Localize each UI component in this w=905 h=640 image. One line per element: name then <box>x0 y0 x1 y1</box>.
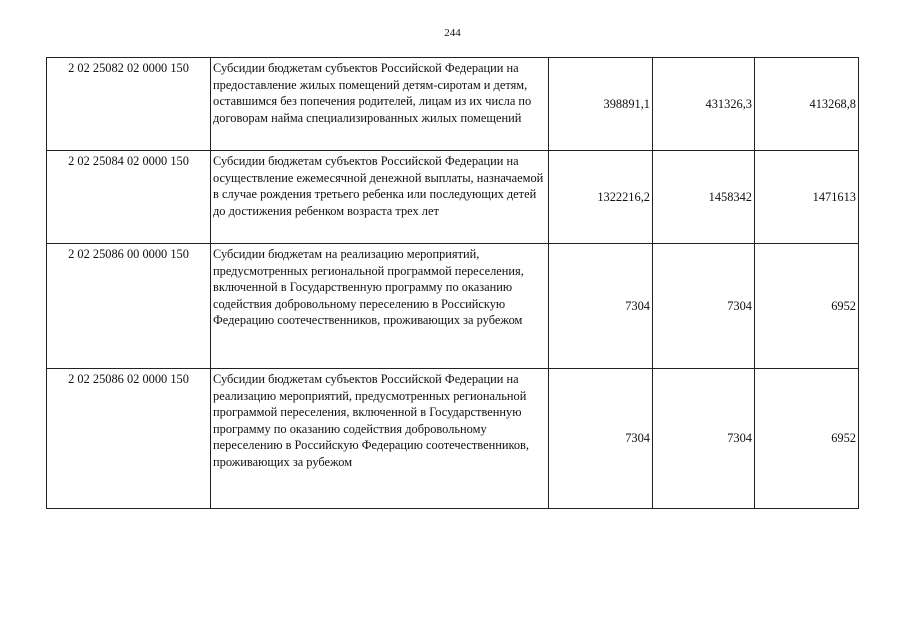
revenue-code: 2 02 25086 00 0000 150 <box>68 247 189 261</box>
amount-year-2: 431326,3 <box>653 58 755 151</box>
revenue-code: 2 02 25086 02 0000 150 <box>68 372 189 386</box>
amount-year-1: 398891,1 <box>549 58 653 151</box>
amount-year-2: 1458342 <box>653 151 755 244</box>
page-number: 244 <box>444 27 461 39</box>
revenue-code-cell <box>47 369 211 509</box>
revenue-description: Субсидии бюджетам субъектов Российской Федерации на предоставление жилых помещений детям-сиротам и детям, оставшимся без попечения родителей, лицам из их числа по договорам найма специализированных жилых помещений <box>213 61 532 125</box>
revenue-description: Субсидии бюджетам на реализацию мероприятий, предусмотренных региональной программой переселения, включенной в Государственную программу по оказанию содействия добровольному переселению в Российскую Федерацию соотечественников, проживающих за рубежом <box>213 247 524 327</box>
revenue-description: Субсидии бюджетам субъектов Российской Федерации на осуществление ежемесячной денежной выплаты, назначаемой в случае рождения третьего ребенка или последующих детей до достижения ребенком возраста трех лет <box>213 154 544 218</box>
table-row <box>47 244 859 369</box>
amount-year-3: 6952 <box>755 244 859 369</box>
amount-year-1: 1322216,2 <box>549 151 653 244</box>
amount-year-2: 7304 <box>653 244 755 369</box>
revenue-code-cell <box>47 58 211 151</box>
budget-table <box>46 57 859 509</box>
description-cell <box>211 58 549 151</box>
revenue-code: 2 02 25082 02 0000 150 <box>68 61 189 75</box>
table-row <box>47 58 859 151</box>
revenue-code-cell <box>47 244 211 369</box>
table-row <box>47 151 859 244</box>
amount-year-3: 413268,8 <box>755 58 859 151</box>
amount-year-2: 7304 <box>653 369 755 509</box>
amount-year-3: 6952 <box>755 369 859 509</box>
revenue-description: Субсидии бюджетам субъектов Российской Федерации на реализацию мероприятий, предусмотренных региональной программой переселения, включенной в Государственную программу по оказанию содействия добровольному переселению в Российскую Федерацию соотечественников, проживающих за рубежом <box>213 372 530 469</box>
description-cell <box>211 244 549 369</box>
amount-year-1: 7304 <box>549 244 653 369</box>
amount-year-1: 7304 <box>549 369 653 509</box>
description-cell <box>211 369 549 509</box>
amount-year-3: 1471613 <box>755 151 859 244</box>
revenue-code: 2 02 25084 02 0000 150 <box>68 154 189 168</box>
revenue-code-cell <box>47 151 211 244</box>
description-cell <box>211 151 549 244</box>
table-row <box>47 369 859 509</box>
